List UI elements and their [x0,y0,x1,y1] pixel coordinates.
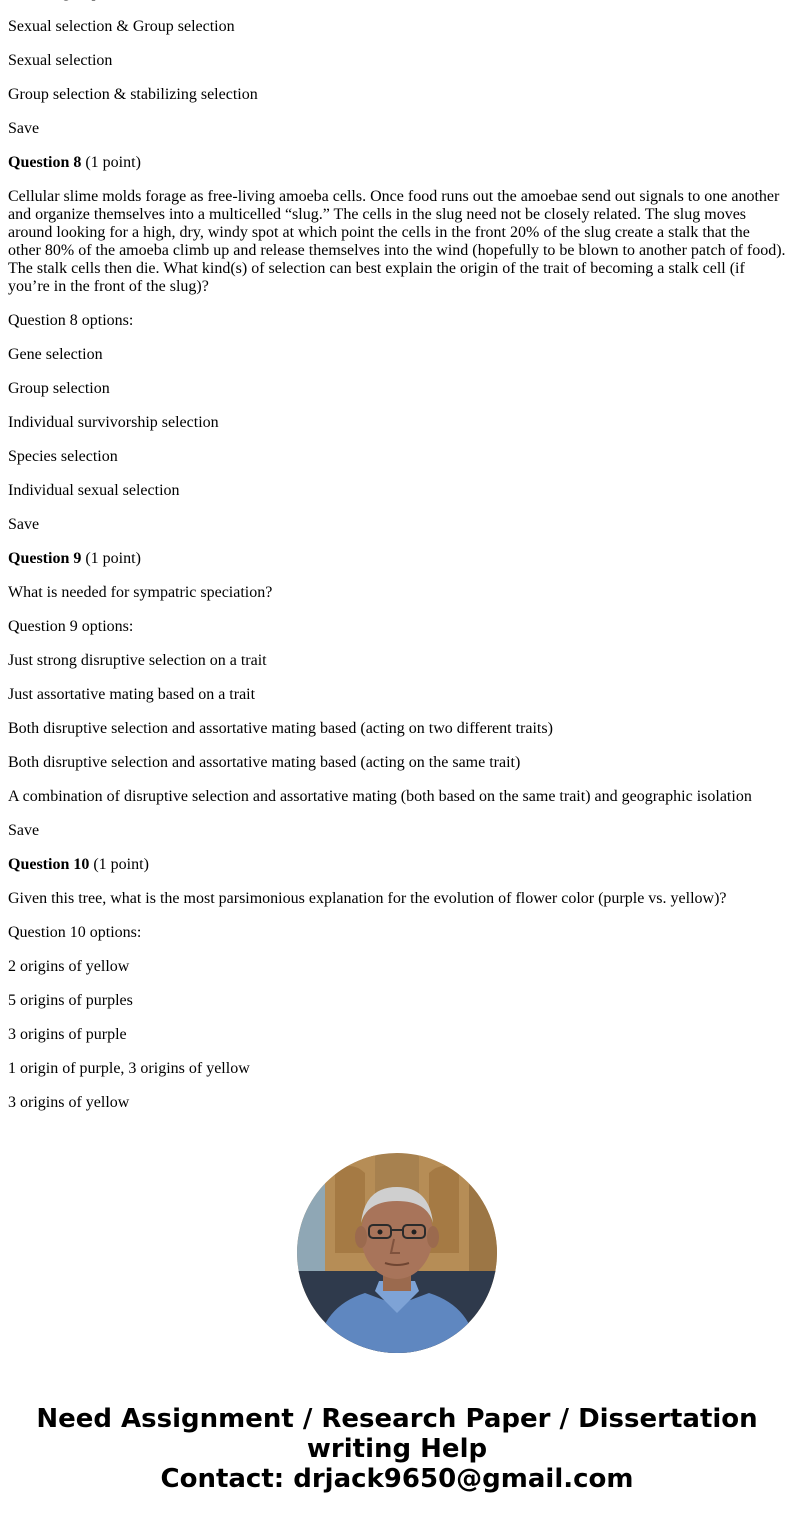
option-partial [8,0,786,2]
question-9-title: Question 9 [8,550,82,567]
q10-option-2[interactable]: 5 origins of purples [8,992,133,1009]
q8-option-3[interactable]: Individual survivorship selection [8,414,219,431]
q9-option-2[interactable]: Just assortative mating based on a trait [8,686,256,703]
promo-line-2: writing Help [306,1434,488,1464]
q8-option-5[interactable]: Individual sexual selection [8,482,180,499]
question-8-title: Question 8 [8,154,82,171]
q8-option-1[interactable]: Gene selection [8,346,103,363]
question-9-points: (1 point) [85,550,141,567]
question-10-header [8,856,786,874]
q8-option-4[interactable]: Species selection [8,448,118,465]
promo-banner [0,1404,794,1494]
q9-save-button[interactable]: Save [8,822,40,839]
q9-option-5[interactable]: A combination of disruptive selection and assortative mating (both based on the same trait) and geographic isolation [8,788,752,805]
q7-option-1[interactable]: Sexual selection & Group selection [8,18,235,35]
q7-option-2[interactable]: Sexual selection [8,52,113,69]
q10-option-5[interactable]: 3 origins of yellow [8,1094,130,1111]
question-10-prompt: Given this tree, what is the most parsimonious explanation for the evolution of flower color (purple vs. yellow)? [8,890,727,907]
question-8-options-label: Question 8 options: [8,312,134,329]
q7-option-3[interactable]: Group selection & stabilizing selection [8,86,258,103]
question-9-header [8,550,786,568]
q7-save-button[interactable]: Save [8,120,40,137]
q8-option-2[interactable]: Group selection [8,380,110,397]
promo-line-1: Need Assignment / Research Paper / Dissertation [36,1404,758,1434]
quiz-content [8,0,786,1128]
promo-contact[interactable]: Contact: drjack9650@gmail.com [160,1464,634,1494]
author-avatar [297,1153,497,1353]
author-portrait-image [297,1153,497,1353]
q9-option-4[interactable]: Both disruptive selection and assortative mating based (acting on the same trait) [8,754,521,771]
question-8-points: (1 point) [85,154,141,171]
q10-option-4[interactable]: 1 origin of purple, 3 origins of yellow [8,1060,250,1077]
question-8-header [8,154,786,172]
question-8-prompt: Cellular slime molds forage as free-living amoeba cells. Once food runs out the amoebae send out signals to one another and organize themselves into a multicelled “slug.” The cells in the slug need not be closely related. The slug moves around looking for a high, dry, windy spot at which point the cells in the front 20% of the slug create a stalk that the other 80% of the amoeba climb up and release themselves into the wind (hopefully to be blown to another patch of food). The stalk cells then die. What kind(s) of selection can best explain the origin of the trait of becoming a stalk cell (if you’re in the front of the slug)? [8,188,786,295]
q9-option-3[interactable]: Both disruptive selection and assortative mating based (acting on two different traits) [8,720,553,737]
question-10-title: Question 10 [8,856,90,873]
q9-option-1[interactable]: Just strong disruptive selection on a trait [8,652,267,669]
q10-option-1[interactable]: 2 origins of yellow [8,958,130,975]
question-10-points: (1 point) [93,856,149,873]
question-9-options-label: Question 9 options: [8,618,134,635]
question-10-options-label: Question 10 options: [8,924,142,941]
question-9-prompt: What is needed for sympatric speciation? [8,584,273,601]
q8-save-button[interactable]: Save [8,516,40,533]
q10-option-3[interactable]: 3 origins of purple [8,1026,127,1043]
